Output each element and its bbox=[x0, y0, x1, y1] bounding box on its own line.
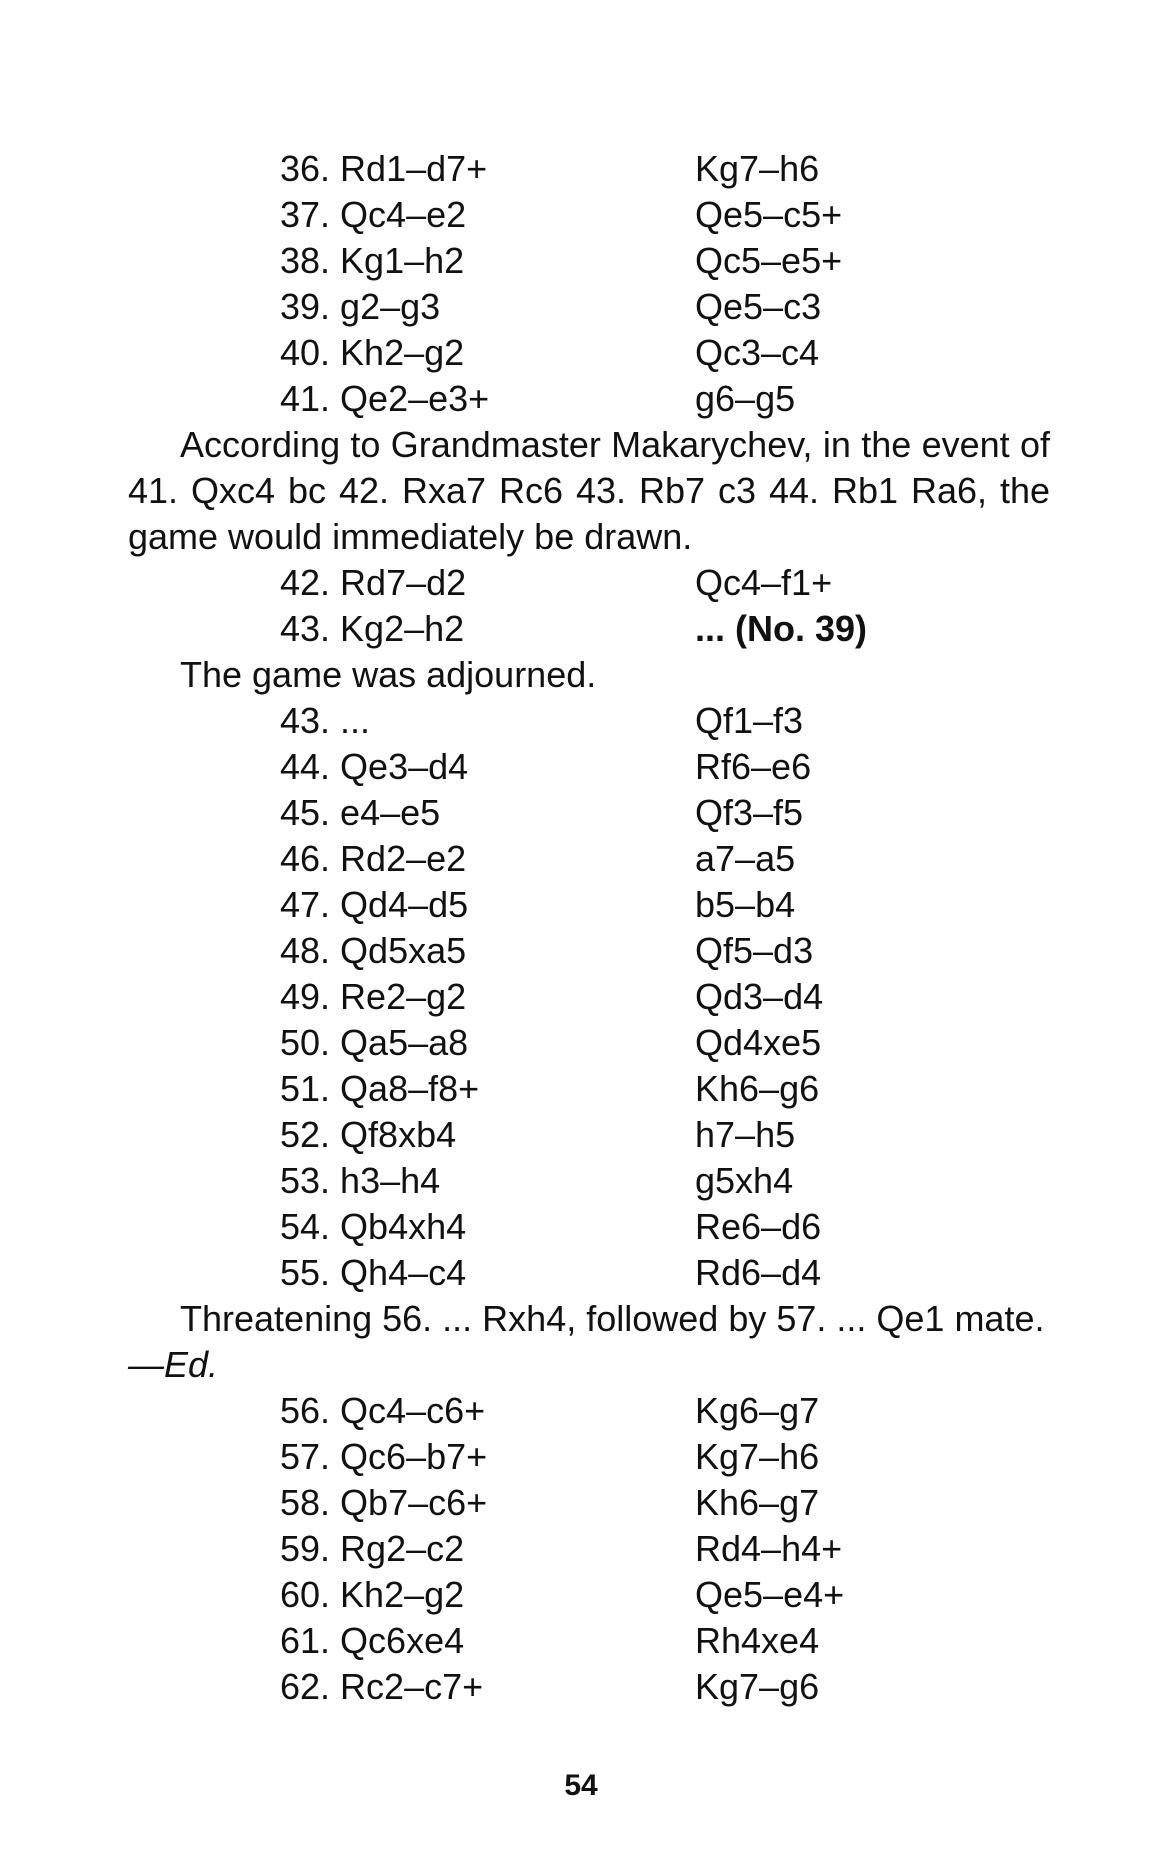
black-move: Qf1–f3 bbox=[695, 700, 804, 741]
white-move: 40. Kh2–g2 bbox=[280, 332, 465, 373]
black-move: Qf3–f5 bbox=[695, 792, 804, 833]
move-row bbox=[0, 146, 1162, 192]
white-move: 43. Kg2–h2 bbox=[280, 608, 465, 649]
move-row bbox=[0, 192, 1162, 238]
white-move: 46. Rd2–e2 bbox=[280, 838, 467, 879]
move-list bbox=[0, 1388, 1162, 1710]
move-row bbox=[0, 1250, 1162, 1296]
white-move: 55. Qh4–c4 bbox=[280, 1252, 467, 1293]
black-move: Rf6–e6 bbox=[695, 746, 812, 787]
move-row bbox=[0, 1388, 1162, 1434]
annotation-text: The game was adjourned. bbox=[180, 654, 597, 695]
white-move: 58. Qb7–c6+ bbox=[280, 1482, 488, 1523]
move-row bbox=[0, 974, 1162, 1020]
white-move: 43. ... bbox=[280, 700, 371, 741]
white-move: 47. Qd4–d5 bbox=[280, 884, 469, 925]
move-row bbox=[0, 284, 1162, 330]
annotation-text: Threatening 56. ... Rxh4, followed by 57. ... Qe1 mate. bbox=[180, 1298, 1045, 1339]
move-row bbox=[0, 882, 1162, 928]
black-move: Qc3–c4 bbox=[695, 332, 820, 373]
black-move: Rd6–d4 bbox=[695, 1252, 822, 1293]
move-row bbox=[0, 1158, 1162, 1204]
white-move: 60. Kh2–g2 bbox=[280, 1574, 465, 1615]
black-move: Kg7–g6 bbox=[695, 1666, 820, 1707]
move-row bbox=[0, 1526, 1162, 1572]
move-list bbox=[0, 146, 1162, 422]
page-number: 54 bbox=[564, 1769, 598, 1802]
black-move: Qc5–e5+ bbox=[695, 240, 843, 281]
white-move: 56. Qc4–c6+ bbox=[280, 1390, 486, 1431]
black-move: g6–g5 bbox=[695, 378, 796, 419]
move-row bbox=[0, 606, 1162, 652]
move-row bbox=[0, 1434, 1162, 1480]
move-row bbox=[0, 744, 1162, 790]
black-move: Qf5–d3 bbox=[695, 930, 814, 971]
black-move: Kh6–g6 bbox=[695, 1068, 820, 1109]
white-move: 51. Qa8–f8+ bbox=[280, 1068, 480, 1109]
move-row bbox=[0, 790, 1162, 836]
move-row bbox=[0, 1480, 1162, 1526]
white-move: 59. Rg2–c2 bbox=[280, 1528, 465, 1569]
move-row bbox=[0, 1572, 1162, 1618]
black-move: Kg7–h6 bbox=[695, 1436, 820, 1477]
white-move: 37. Qc4–e2 bbox=[280, 194, 467, 235]
move-row bbox=[0, 1618, 1162, 1664]
black-move: Qe5–c3 bbox=[695, 286, 822, 327]
move-row bbox=[0, 1066, 1162, 1112]
white-move: 57. Qc6–b7+ bbox=[280, 1436, 488, 1477]
white-move: 53. h3–h4 bbox=[280, 1160, 441, 1201]
black-move: h7–h5 bbox=[695, 1114, 796, 1155]
white-move: 62. Rc2–c7+ bbox=[280, 1666, 484, 1707]
editor-note: —Ed. bbox=[128, 1344, 219, 1385]
white-move: 54. Qb4xh4 bbox=[280, 1206, 467, 1247]
black-move: b5–b4 bbox=[695, 884, 796, 925]
move-row bbox=[0, 928, 1162, 974]
black-move: Rd4–h4+ bbox=[695, 1528, 843, 1569]
white-move: 36. Rd1–d7+ bbox=[280, 148, 488, 189]
black-move: g5xh4 bbox=[695, 1160, 794, 1201]
white-move: 42. Rd7–d2 bbox=[280, 562, 467, 603]
annotation-text: According to Grandmaster Makarychev, in the event of 41. Qxc4 bc 42. Rxa7 Rc6 43. Rb7 c3 44. Rb1 Ra6, the game would immediately be drawn. bbox=[128, 424, 1050, 557]
black-move: Qe5–e4+ bbox=[695, 1574, 845, 1615]
white-move: 39. g2–g3 bbox=[280, 286, 441, 327]
black-move: Kg6–g7 bbox=[695, 1390, 820, 1431]
black-move: Re6–d6 bbox=[695, 1206, 822, 1247]
white-move: 44. Qe3–d4 bbox=[280, 746, 469, 787]
black-move: Kh6–g7 bbox=[695, 1482, 820, 1523]
black-move: Kg7–h6 bbox=[695, 148, 820, 189]
move-row bbox=[0, 1020, 1162, 1066]
black-move: ... (No. 39) bbox=[695, 608, 868, 649]
move-row bbox=[0, 376, 1162, 422]
black-move: Qc4–f1+ bbox=[695, 562, 833, 603]
white-move: 50. Qa5–a8 bbox=[280, 1022, 469, 1063]
black-move: Rh4xe4 bbox=[695, 1620, 820, 1661]
move-row bbox=[0, 1204, 1162, 1250]
move-row bbox=[0, 1112, 1162, 1158]
move-row bbox=[0, 238, 1162, 284]
move-row bbox=[0, 560, 1162, 606]
annotation-makarychev bbox=[128, 422, 1050, 560]
move-row bbox=[0, 836, 1162, 882]
move-row bbox=[0, 330, 1162, 376]
annotation-adjourned bbox=[128, 652, 1050, 698]
white-move: 49. Re2–g2 bbox=[280, 976, 467, 1017]
white-move: 38. Kg1–h2 bbox=[280, 240, 465, 281]
move-list bbox=[0, 698, 1162, 1296]
black-move: Qd4xe5 bbox=[695, 1022, 822, 1063]
white-move: 61. Qc6xe4 bbox=[280, 1620, 465, 1661]
move-list bbox=[0, 560, 1162, 652]
black-move: Qe5–c5+ bbox=[695, 194, 843, 235]
black-move: a7–a5 bbox=[695, 838, 796, 879]
move-row bbox=[0, 698, 1162, 744]
white-move: 48. Qd5xa5 bbox=[280, 930, 467, 971]
white-move: 41. Qe2–e3+ bbox=[280, 378, 490, 419]
black-move: Qd3–d4 bbox=[695, 976, 824, 1017]
white-move: 45. e4–e5 bbox=[280, 792, 441, 833]
move-row bbox=[0, 1664, 1162, 1710]
annotation-threatening bbox=[128, 1296, 1050, 1388]
white-move: 52. Qf8xb4 bbox=[280, 1114, 457, 1155]
